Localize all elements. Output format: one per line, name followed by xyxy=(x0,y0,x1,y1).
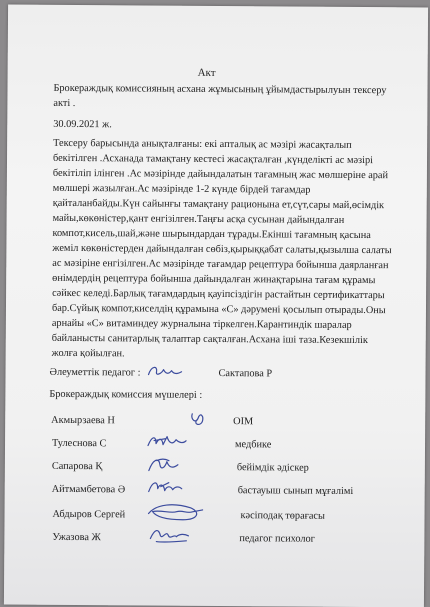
document-date: 30.09.2021 ж. xyxy=(53,118,112,131)
document-title: Акт xyxy=(197,66,216,79)
document-page xyxy=(4,5,428,607)
body-line: байланысты санитарлық талаптар сақталған.Асхана іші таза.Кезекшілік xyxy=(51,332,368,347)
document-sheet xyxy=(4,5,428,607)
pedagogue-name: Сактапова Р xyxy=(218,368,273,380)
member-role: медбике xyxy=(234,439,272,451)
body-line: жеміл көкөністерден дайындалған сөбіз,қырыққабат салаты,қызылша салаты xyxy=(52,242,392,257)
member-signature xyxy=(145,454,183,476)
member-name: Абдыров Сергей xyxy=(52,508,126,521)
body-line: бар.Сүйық компот,киселдің құрамына «С» дәрумені қосылып отырады.Оны xyxy=(51,302,386,317)
member-role: педагог психолог xyxy=(239,533,315,545)
body-line: өнімдердің рецептура бойынша дайындалған жинақтарына тағам құрамы xyxy=(52,272,376,287)
body-line: ас мәзіріне енгізілген.Ас мәзірінде тағамдар рецептура бойынша даярланған xyxy=(52,257,389,272)
member-name: Ужазова Ж xyxy=(52,531,101,544)
pedagogue-label: Әлеуметтік педагог : xyxy=(49,366,141,379)
member-name: Акмырзаева Н xyxy=(51,414,115,427)
member-signature xyxy=(145,477,185,497)
body-line: қайталанбайды.Күн сайынғы тамақтану рационына ет,сүт,сары май,өсімдік xyxy=(52,197,385,212)
body-line: бекітіліп ілінген .Ас мәзірінде дайындалатын тағамның жас мөлшеріне арай xyxy=(52,167,389,182)
pedagogue-signature xyxy=(145,363,185,381)
commission-label: Брокераждық комиссия мүшелері : xyxy=(49,388,203,401)
member-role: кәсіподақ төрағасы xyxy=(240,510,325,522)
member-role: бейімдік әдіскер xyxy=(236,462,309,474)
body-line: жолға қойылған. xyxy=(51,347,125,360)
member-role: ОІМ xyxy=(233,416,254,428)
member-name: Сапарова Қ xyxy=(51,460,103,473)
member-signature xyxy=(188,410,208,428)
body-line: компот,кисель,шай,және шырындардан тұрады.Екінші тағамның қасына xyxy=(52,227,371,242)
body-line: арнайы «С» витаминдеу журналына тіркелген.Карантиндік шаралар xyxy=(51,317,352,331)
member-signature xyxy=(142,499,206,523)
subtitle-line-2: акті . xyxy=(53,97,76,110)
body-line: бекітілген .Асханада тамақтану кестесі жасақталған ,күнделікті ас мәзірі xyxy=(52,152,374,167)
member-name: Айтмамбетова Ә xyxy=(51,483,126,496)
member-signature xyxy=(145,432,189,452)
subtitle-line-1: Брокераждық комиссияның асхана жұмысының ұйымдастырылуын тексеру xyxy=(53,82,387,97)
body-line: майы,көкөністер,қант енгізілген.Таңғы асқа сусынан дайындалған xyxy=(52,212,345,226)
body-line: мөлшері жазылған.Ас мәзірінде 1-2 күнде бірдей тағамдар xyxy=(52,182,311,196)
member-name: Тулеснова С xyxy=(51,437,107,450)
body-line: Тексеру барысында анықталғаны: екі апталық ас мәзірі жасақталып xyxy=(53,137,352,151)
member-role: бастауыш сынып мұғалімі xyxy=(237,485,354,497)
body-line: сәйкес келеді.Барлық тағамдардың қауіпсіздігін растайтын сертификаттары xyxy=(52,287,385,302)
member-signature xyxy=(146,524,192,546)
